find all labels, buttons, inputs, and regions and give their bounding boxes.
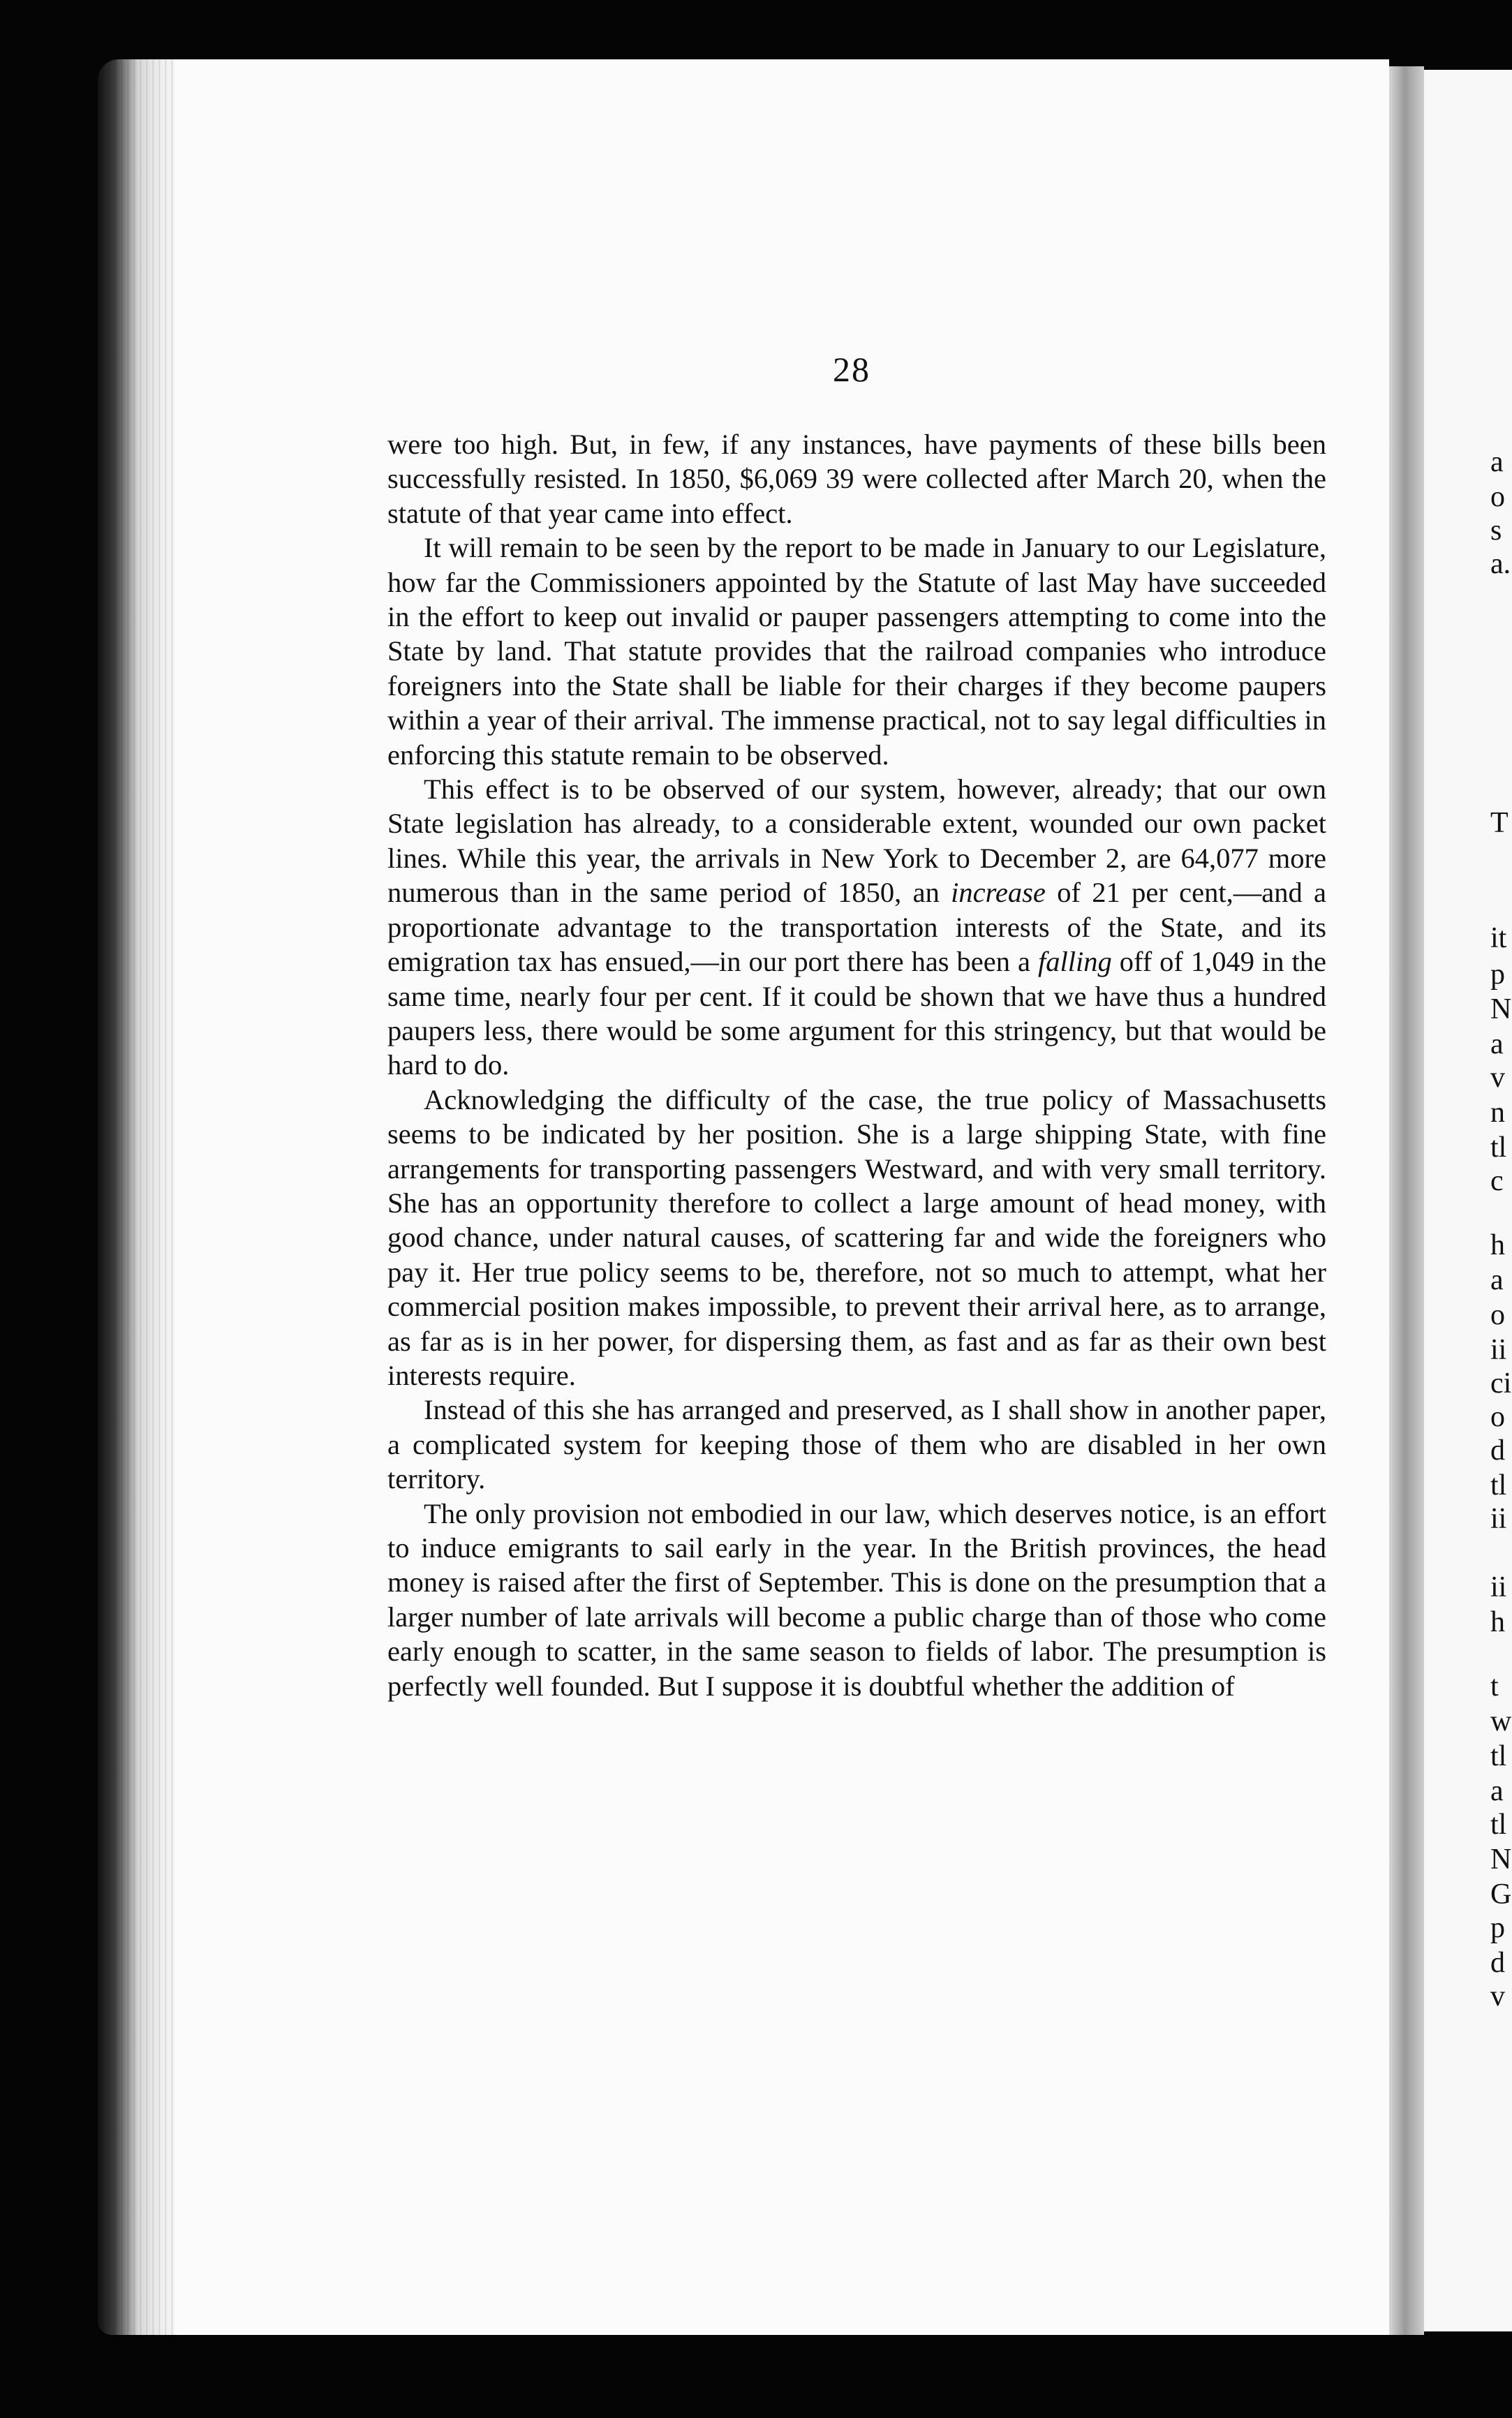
fragment-line: tl xyxy=(1490,1132,1507,1164)
fragment-line: T xyxy=(1490,807,1509,839)
paragraph: The only provision not embodied in our law, which deserves notice, is an effort to induce emigrants to sail early in the year. In the British provinces, the head money is raised after the first of September. This is done on the presumption that a larger number of late arrivals will become a public charge than of those who come early enough to scatter, in the same season to fields of labor. The presumption is perfectly well founded. But I suppose it is doubtful whether the addition of xyxy=(387,1497,1326,1702)
fragment-line: N xyxy=(1490,1844,1512,1876)
italic-emphasis: increase xyxy=(951,877,1046,909)
fragment-line: it xyxy=(1490,922,1507,954)
fragment-line: a. xyxy=(1490,548,1511,580)
italic-emphasis: falling xyxy=(1037,946,1112,978)
fragment-line: ii xyxy=(1490,1503,1507,1535)
paragraph-text: This effect is to be observed of our system, however, already; that our own State legislation has already, to a considerable extent, wounded our own packet lines. While this year, the arrivals in New York to December 2, are 64,077 more numerous than in the same period of 1850, an xyxy=(387,773,1326,909)
fragment-line: h xyxy=(1490,1606,1505,1638)
fragment-line: ii xyxy=(1490,1571,1507,1603)
paragraph: were too high. But, in few, if any instances, have payments of these bills been successfully resisted. In 1850, $6,069 39 were collected after March 20, when the statute of that year came into effect. xyxy=(387,429,1326,529)
fragment-line: d xyxy=(1490,1434,1505,1467)
body-text xyxy=(387,427,1326,1703)
fragment-line: a xyxy=(1490,1028,1504,1060)
book-gutter xyxy=(1389,66,1424,2335)
fragment-line: o xyxy=(1490,481,1505,513)
fragment-line: v xyxy=(1490,1062,1505,1094)
page-number: 28 xyxy=(833,350,870,389)
fragment-line: a xyxy=(1490,446,1504,478)
fragment-line: o xyxy=(1490,1299,1505,1331)
fragment-line: tl xyxy=(1490,1740,1507,1772)
fragment-line: a xyxy=(1490,1775,1504,1807)
paragraph-text: of 21 per cent,—and a proportionate advantage to the transportation interests of the State, and its emigration tax has ensued,—in our port there has been a xyxy=(387,877,1327,978)
fragment-line: w xyxy=(1490,1705,1512,1737)
fragment-line: a xyxy=(1490,1264,1504,1296)
fragment-line: G xyxy=(1490,1878,1512,1911)
fragment-line: c xyxy=(1490,1165,1504,1197)
fragment-line: d xyxy=(1490,1947,1505,1979)
fragment-line: o xyxy=(1490,1401,1505,1433)
paragraph-text: off of 1,049 in the same time, nearly four per cent. If it could be shown that we have thus a hundred paupers less, there would be some argument for this stringency, but that would be hard to do. xyxy=(387,946,1326,1081)
fragment-line: p xyxy=(1490,1912,1505,1944)
fragment-line: h xyxy=(1490,1229,1505,1261)
fragment-line: N xyxy=(1490,993,1512,1025)
fragment-line: tl xyxy=(1490,1809,1507,1841)
fragment-line: t xyxy=(1490,1670,1499,1703)
fragment-line: ii xyxy=(1490,1334,1507,1366)
facing-page-fragment xyxy=(1424,70,1512,2331)
paragraph: Instead of this she has arranged and preserved, as I shall show in another paper, a complicated system for keeping those of them who are disabled in her own territory. xyxy=(387,1394,1326,1495)
fragment-line: ci xyxy=(1490,1367,1512,1400)
fragment-line: tl xyxy=(1490,1469,1507,1501)
paragraph: It will remain to be seen by the report to be made in January to our Legislature, how far the Commissioners appointed by the Statute of last May have succeeded in the effort to keep out invalid or pauper passengers attempting to come into the State by land. That statute provides that the railroad companies who introduce foreigners into the State shall be liable for their charges if they become paupers within a year of their arrival. The immense practical, not to say legal difficulties in enforcing this statute remain to be observed. xyxy=(387,532,1326,771)
fragment-line: p xyxy=(1490,958,1505,991)
paragraph xyxy=(387,772,1326,1083)
fragment-line: v xyxy=(1490,1980,1505,2012)
fragment-line: n xyxy=(1490,1097,1505,1129)
fragment-line: s xyxy=(1490,514,1502,547)
paragraph: Acknowledging the difficulty of the case, the true policy of Massachusetts seems to be indicated by her position. She is a large shipping State, with fine arrangements for transporting passengers Westward, and with very small territory. She has an opportunity therefore to collect a large amount of head money, with good chance, under natural causes, of scattering far and wide the foreigners who pay it. Her true policy seems to be, therefore, not so much to attempt, what her commercial position makes impossible, to prevent their arrival here, as to arrange, as far as is in her power, for dispersing them, as fast and as far as their own best interests require. xyxy=(387,1083,1326,1391)
